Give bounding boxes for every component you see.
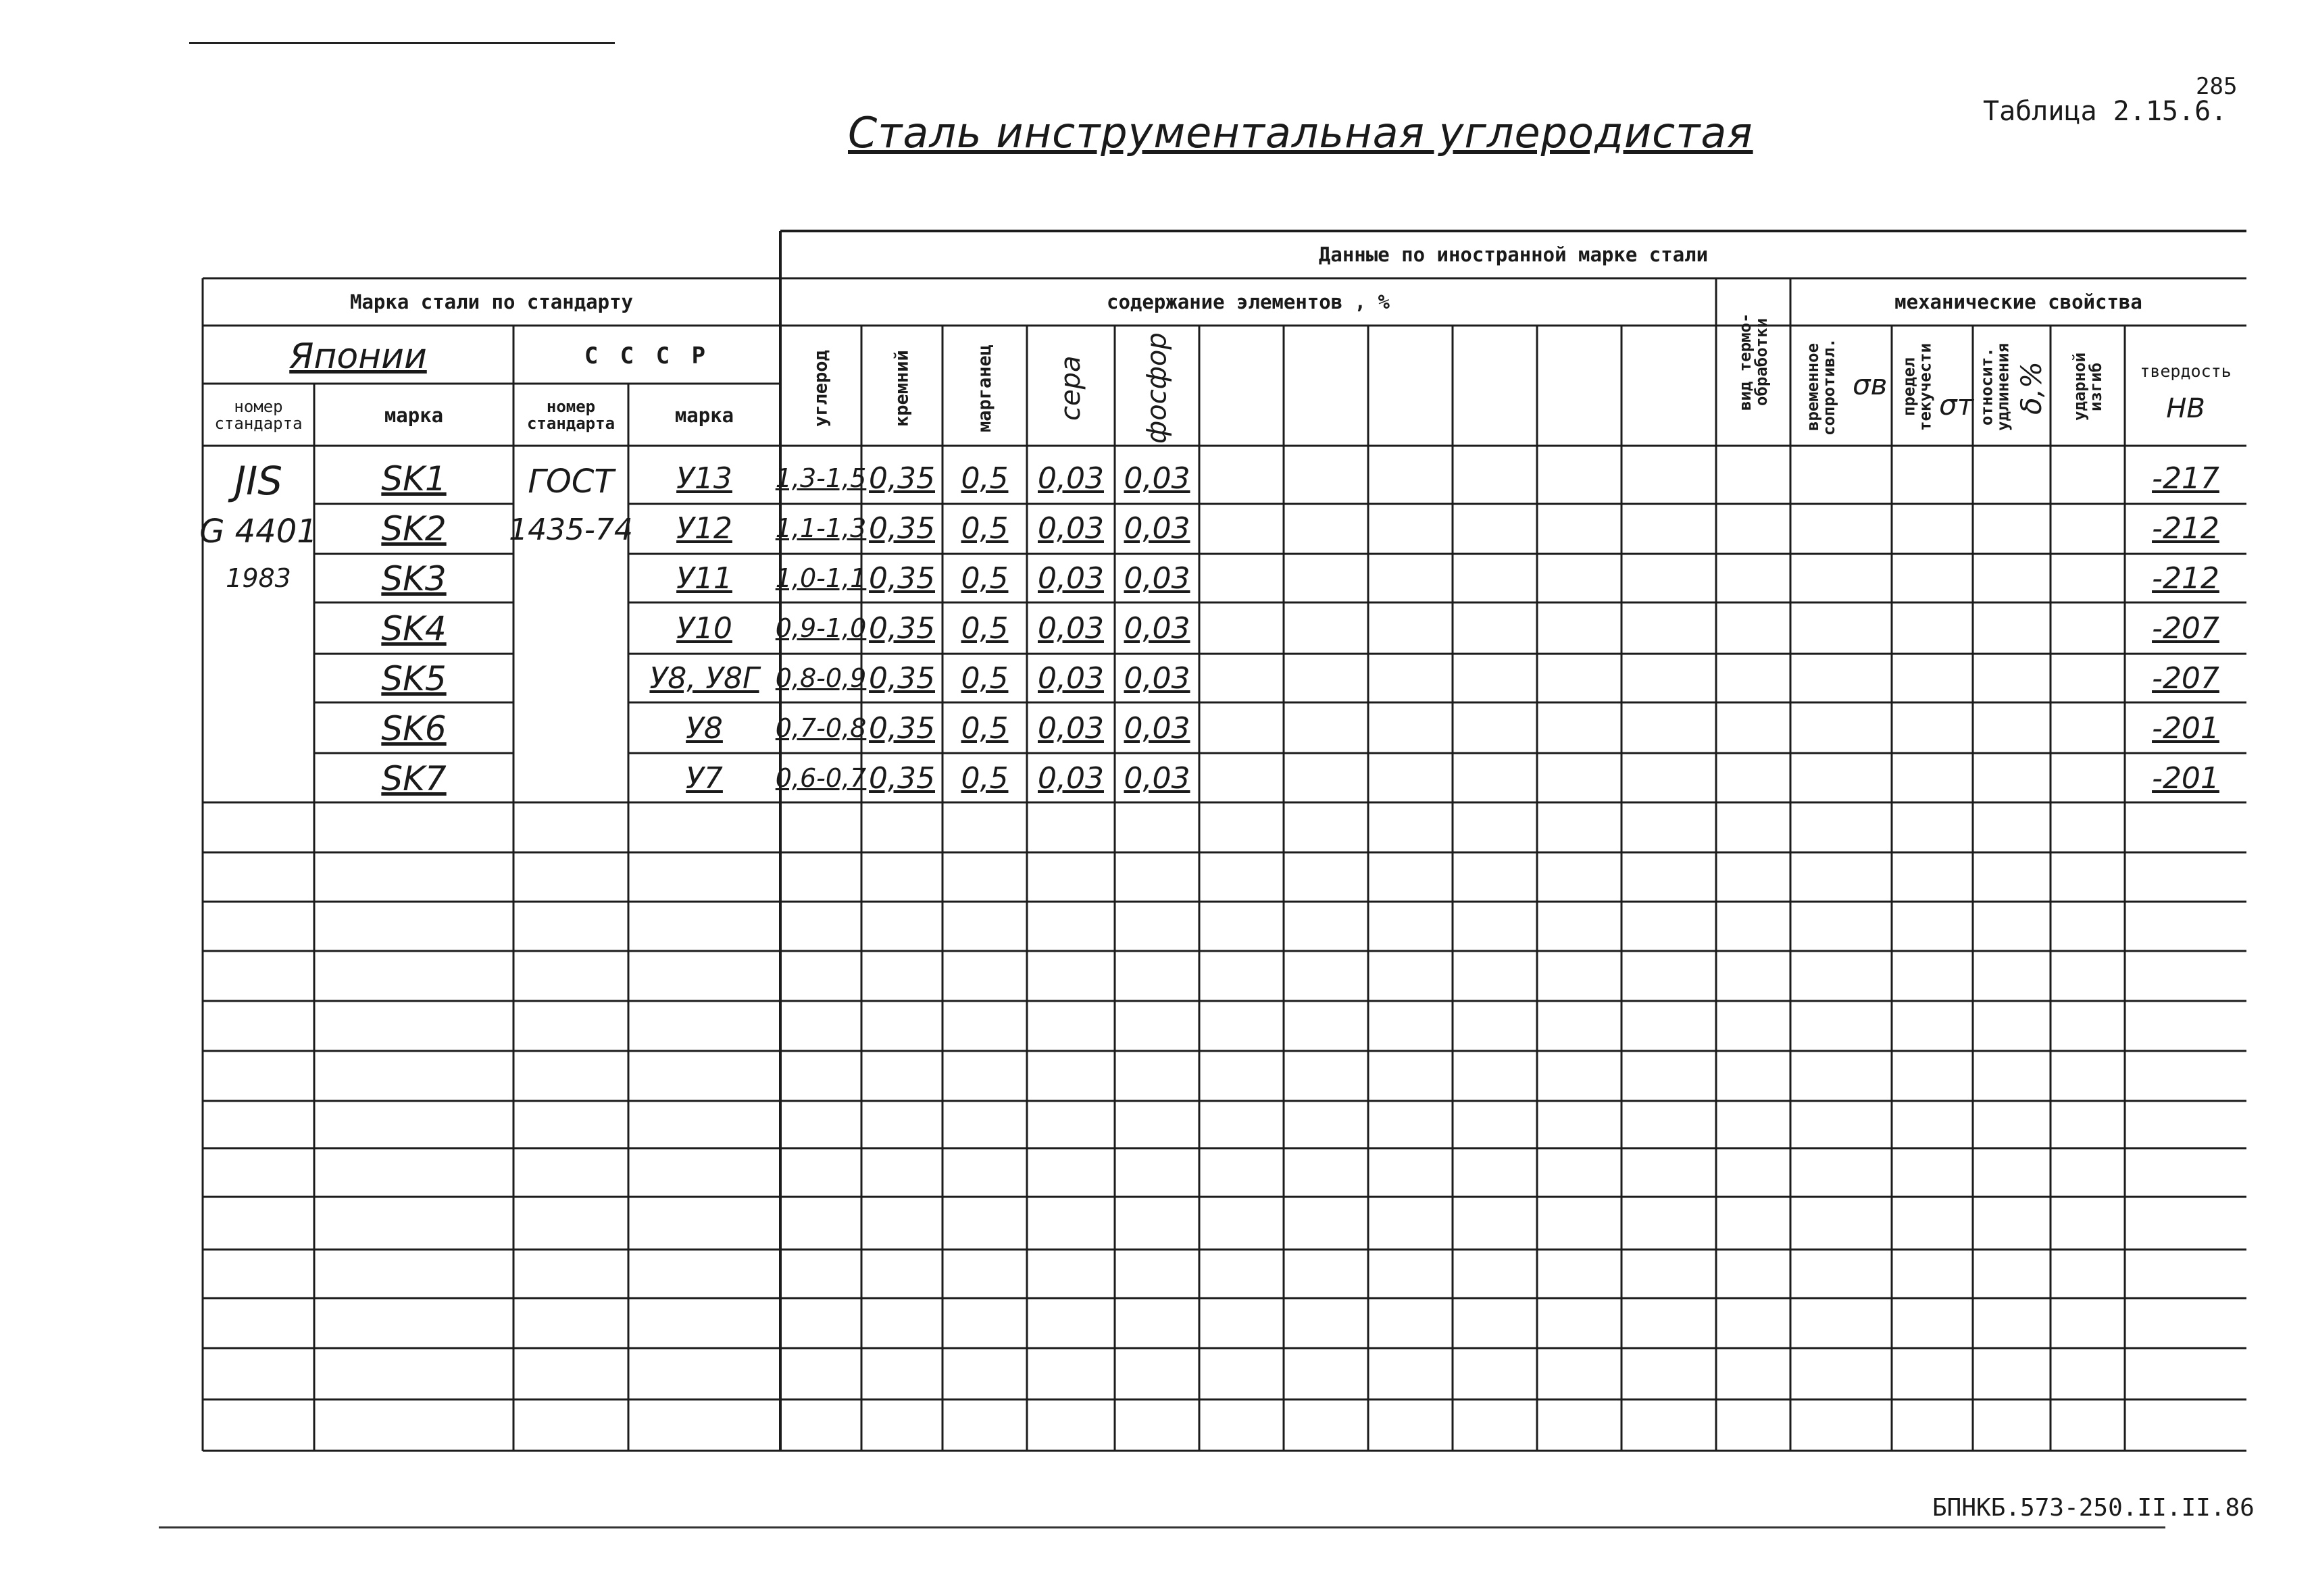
table-label: Таблица 2.15.6.: [1983, 96, 2228, 127]
jis-standard-line2: G 4401: [199, 513, 318, 551]
sulfur-cell: 0,03: [1038, 661, 1104, 696]
silicon-cell: 0,35: [869, 561, 935, 596]
tensile-strength-symbol: σв: [1853, 368, 1888, 401]
carbon-cell: 0,8-0,9: [775, 663, 867, 694]
carbon-cell: 0,9-1,0: [775, 613, 867, 644]
manganese-header: марганец: [974, 344, 995, 433]
manganese-cell: 0,5: [961, 711, 1009, 746]
carbon-cell: 0,7-0,8: [775, 713, 867, 744]
ussr-grade-header: марка: [674, 403, 734, 427]
impact-header: ударной изгиб: [2070, 352, 2105, 421]
gost-grade-cell: У10: [676, 611, 732, 646]
gost-grade-cell: У13: [676, 461, 732, 496]
tensile-strength-label: временное сопротивл.: [1803, 338, 1838, 436]
footer-document-code: БПНКБ.573-250.II.II.86: [1932, 1494, 2255, 1522]
sulfur-cell: 0,03: [1038, 761, 1104, 796]
carbon-cell: 1,1-1,3: [775, 513, 867, 544]
silicon-cell: 0,35: [869, 661, 935, 696]
sulfur-cell: 0,03: [1038, 461, 1104, 496]
phosphorus-cell: 0,03: [1124, 611, 1190, 646]
gost-grade-cell: У12: [676, 511, 732, 546]
gost-grade-cell: У7: [686, 761, 723, 796]
jis-grade-cell: SK1: [381, 459, 447, 498]
document-title: Сталь инструментальная углеродистая: [848, 108, 1753, 157]
ussr-header: С С С Р: [584, 342, 710, 370]
yield-strength-label: предел текучести: [1899, 342, 1935, 431]
hardness-symbol: HB: [2166, 393, 2205, 424]
hardness-cell: -217: [2152, 461, 2219, 496]
hardness-cell: -201: [2152, 711, 2219, 746]
jis-grade-cell: SK5: [381, 659, 447, 698]
carbon-cell: 0,6-0,7: [775, 763, 867, 794]
gost-grade-cell: У8: [686, 711, 723, 746]
content-elements-header: содержание элементов , %: [1106, 290, 1390, 313]
silicon-header: кремний: [891, 350, 913, 427]
elongation-symbol: δ,%: [2015, 361, 2048, 415]
gost-standard-line1: ГОСТ: [528, 463, 614, 501]
carbon-cell: 1,3-1,5: [775, 463, 867, 494]
ussr-standard-number-header: номер стандарта: [526, 396, 615, 433]
tensile-strength-header: [1790, 328, 1892, 446]
japan-grade-header: марка: [384, 403, 444, 427]
manganese-cell: 0,5: [961, 661, 1009, 696]
elongation-header: [1973, 328, 2051, 446]
jis-grade-cell: SK4: [381, 609, 447, 648]
elongation-label: относит. удлинения: [1977, 342, 2013, 431]
hardness-cell: -201: [2152, 761, 2219, 796]
yield-strength-symbol: σт: [1939, 388, 1974, 421]
manganese-cell: 0,5: [961, 761, 1009, 796]
silicon-cell: 0,35: [869, 511, 935, 546]
hardness-cell: -212: [2152, 511, 2219, 546]
silicon-cell: 0,35: [869, 711, 935, 746]
phosphorus-cell: 0,03: [1124, 661, 1190, 696]
hardness-header: [2125, 328, 2246, 446]
mechanical-properties-header: механические свойства: [1894, 290, 2142, 313]
japan-header: Японии: [289, 336, 427, 377]
manganese-cell: 0,5: [961, 561, 1009, 596]
heat-treatment-header: вид термо- обработки: [1736, 313, 1771, 411]
hardness-cell: -207: [2152, 661, 2219, 696]
carbon-cell: 1,0-1,1: [775, 563, 867, 594]
silicon-cell: 0,35: [869, 611, 935, 646]
page-number: 285: [2196, 73, 2238, 100]
phosphorus-cell: 0,03: [1124, 711, 1190, 746]
gost-grade-cell: У11: [676, 561, 732, 596]
manganese-cell: 0,5: [961, 611, 1009, 646]
manganese-cell: 0,5: [961, 461, 1009, 496]
sulfur-header: сера: [1055, 355, 1086, 421]
grade-standard-header: Марка стали по стандарту: [349, 290, 634, 313]
phosphorus-cell: 0,03: [1124, 561, 1190, 596]
jis-grade-cell: SK2: [381, 509, 447, 548]
manganese-cell: 0,5: [961, 511, 1009, 546]
phosphorus-cell: 0,03: [1124, 761, 1190, 796]
jis-grade-cell: SK6: [381, 709, 447, 748]
silicon-cell: 0,35: [869, 761, 935, 796]
silicon-cell: 0,35: [869, 461, 935, 496]
phosphorus-cell: 0,03: [1124, 461, 1190, 496]
hardness-cell: -212: [2152, 561, 2219, 596]
sulfur-cell: 0,03: [1038, 611, 1104, 646]
hardness-label: твердость: [2140, 361, 2232, 381]
carbon-header: углерод: [810, 350, 832, 427]
phosphorus-header: фосфор: [1141, 332, 1173, 444]
jis-grade-cell: SK3: [381, 559, 447, 598]
jis-standard-line1: JIS: [234, 457, 283, 504]
japan-standard-number-header: номер стандарта: [214, 396, 303, 433]
sulfur-cell: 0,03: [1038, 711, 1104, 746]
jis-grade-cell: SK7: [381, 758, 447, 798]
foreign-data-header: Данные по иностранной марке стали: [1318, 242, 1709, 266]
phosphorus-cell: 0,03: [1124, 511, 1190, 546]
sulfur-cell: 0,03: [1038, 561, 1104, 596]
jis-standard-line3: 1983: [226, 563, 291, 594]
gost-standard-line2: 1435-74: [509, 513, 633, 548]
sulfur-cell: 0,03: [1038, 511, 1104, 546]
hardness-cell: -207: [2152, 611, 2219, 646]
yield-strength-header: [1892, 328, 1973, 446]
gost-grade-cell: У8, У8Г: [649, 661, 759, 696]
